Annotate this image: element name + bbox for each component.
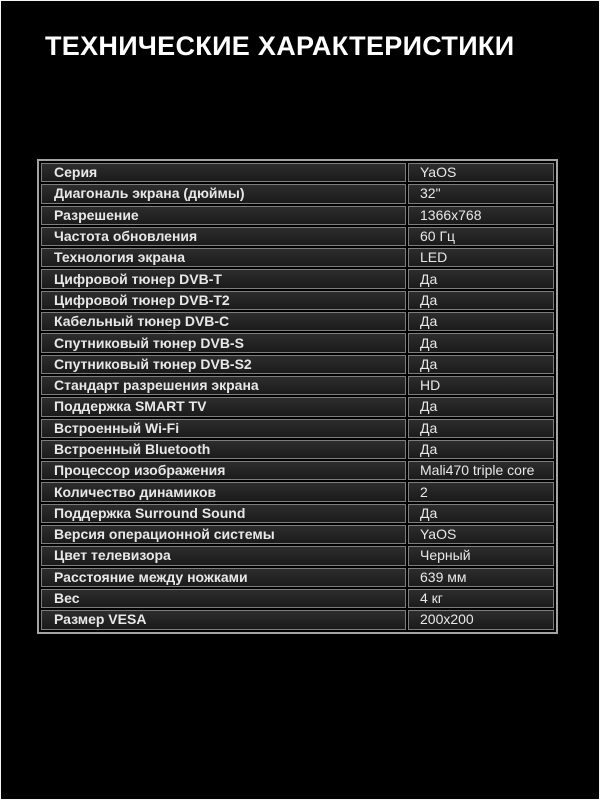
table-row [41, 291, 554, 310]
spec-value: LED [408, 248, 554, 267]
table-row [41, 589, 554, 608]
table-row [41, 333, 554, 352]
spec-value: HD [408, 376, 554, 395]
spec-label: Версия операционной системы [41, 525, 406, 544]
table-row [41, 269, 554, 288]
spec-label: Стандарт разрешения экрана [41, 376, 406, 395]
spec-value: Да [408, 504, 554, 523]
spec-label: Поддержка Surround Sound [41, 504, 406, 523]
spec-value: YaOS [408, 525, 554, 544]
spec-value: 200x200 [408, 610, 554, 629]
table-row [41, 461, 554, 480]
table-row [41, 184, 554, 203]
spec-label: Кабельный тюнер DVB-C [41, 312, 406, 331]
table-row [41, 227, 554, 246]
spec-label: Расстояние между ножками [41, 568, 406, 587]
spec-value: YaOS [408, 163, 554, 182]
spec-value: Да [408, 291, 554, 310]
spec-label: Спутниковый тюнер DVB-S2 [41, 355, 406, 374]
table-row [41, 163, 554, 182]
spec-value: Да [408, 419, 554, 438]
spec-value: Mali470 triple core [408, 461, 554, 480]
spec-value: 2 [408, 482, 554, 501]
spec-value: 639 мм [408, 568, 554, 587]
spec-label: Количество динамиков [41, 482, 406, 501]
table-row [41, 568, 554, 587]
spec-label: Встроенный Bluetooth [41, 440, 406, 459]
spec-label: Встроенный Wi-Fi [41, 419, 406, 438]
spec-value: Да [408, 440, 554, 459]
table-row [41, 397, 554, 416]
table-row [41, 419, 554, 438]
spec-value: Да [408, 397, 554, 416]
spec-table [37, 159, 558, 634]
spec-label: Диагональ экрана (дюймы) [41, 184, 406, 203]
spec-value: Черный [408, 546, 554, 565]
spec-value: Да [408, 355, 554, 374]
page-title: ТЕХНИЧЕСКИЕ ХАРАКТЕРИСТИКИ [45, 31, 515, 61]
spec-value: 60 Гц [408, 227, 554, 246]
table-row [41, 440, 554, 459]
table-row [41, 376, 554, 395]
spec-value: Да [408, 269, 554, 288]
spec-label: Технология экрана [41, 248, 406, 267]
spec-label: Цифровой тюнер DVB-T [41, 269, 406, 288]
table-row [41, 546, 554, 565]
table-row [41, 206, 554, 225]
spec-value: 4 кг [408, 589, 554, 608]
spec-label: Частота обновления [41, 227, 406, 246]
table-row [41, 610, 554, 629]
table-row [41, 248, 554, 267]
table-row [41, 504, 554, 523]
spec-value: 1366x768 [408, 206, 554, 225]
spec-label: Процессор изображения [41, 461, 406, 480]
spec-label: Цифровой тюнер DVB-T2 [41, 291, 406, 310]
spec-value: Да [408, 312, 554, 331]
spec-label: Разрешение [41, 206, 406, 225]
table-row [41, 312, 554, 331]
spec-table-body [41, 163, 554, 630]
table-row [41, 482, 554, 501]
spec-label: Поддержка SMART TV [41, 397, 406, 416]
spec-value: Да [408, 333, 554, 352]
table-row [41, 355, 554, 374]
table-row [41, 525, 554, 544]
spec-label: Спутниковый тюнер DVB-S [41, 333, 406, 352]
spec-label: Цвет телевизора [41, 546, 406, 565]
spec-value: 32" [408, 184, 554, 203]
spec-label: Серия [41, 163, 406, 182]
spec-label: Размер VESA [41, 610, 406, 629]
spec-label: Вес [41, 589, 406, 608]
